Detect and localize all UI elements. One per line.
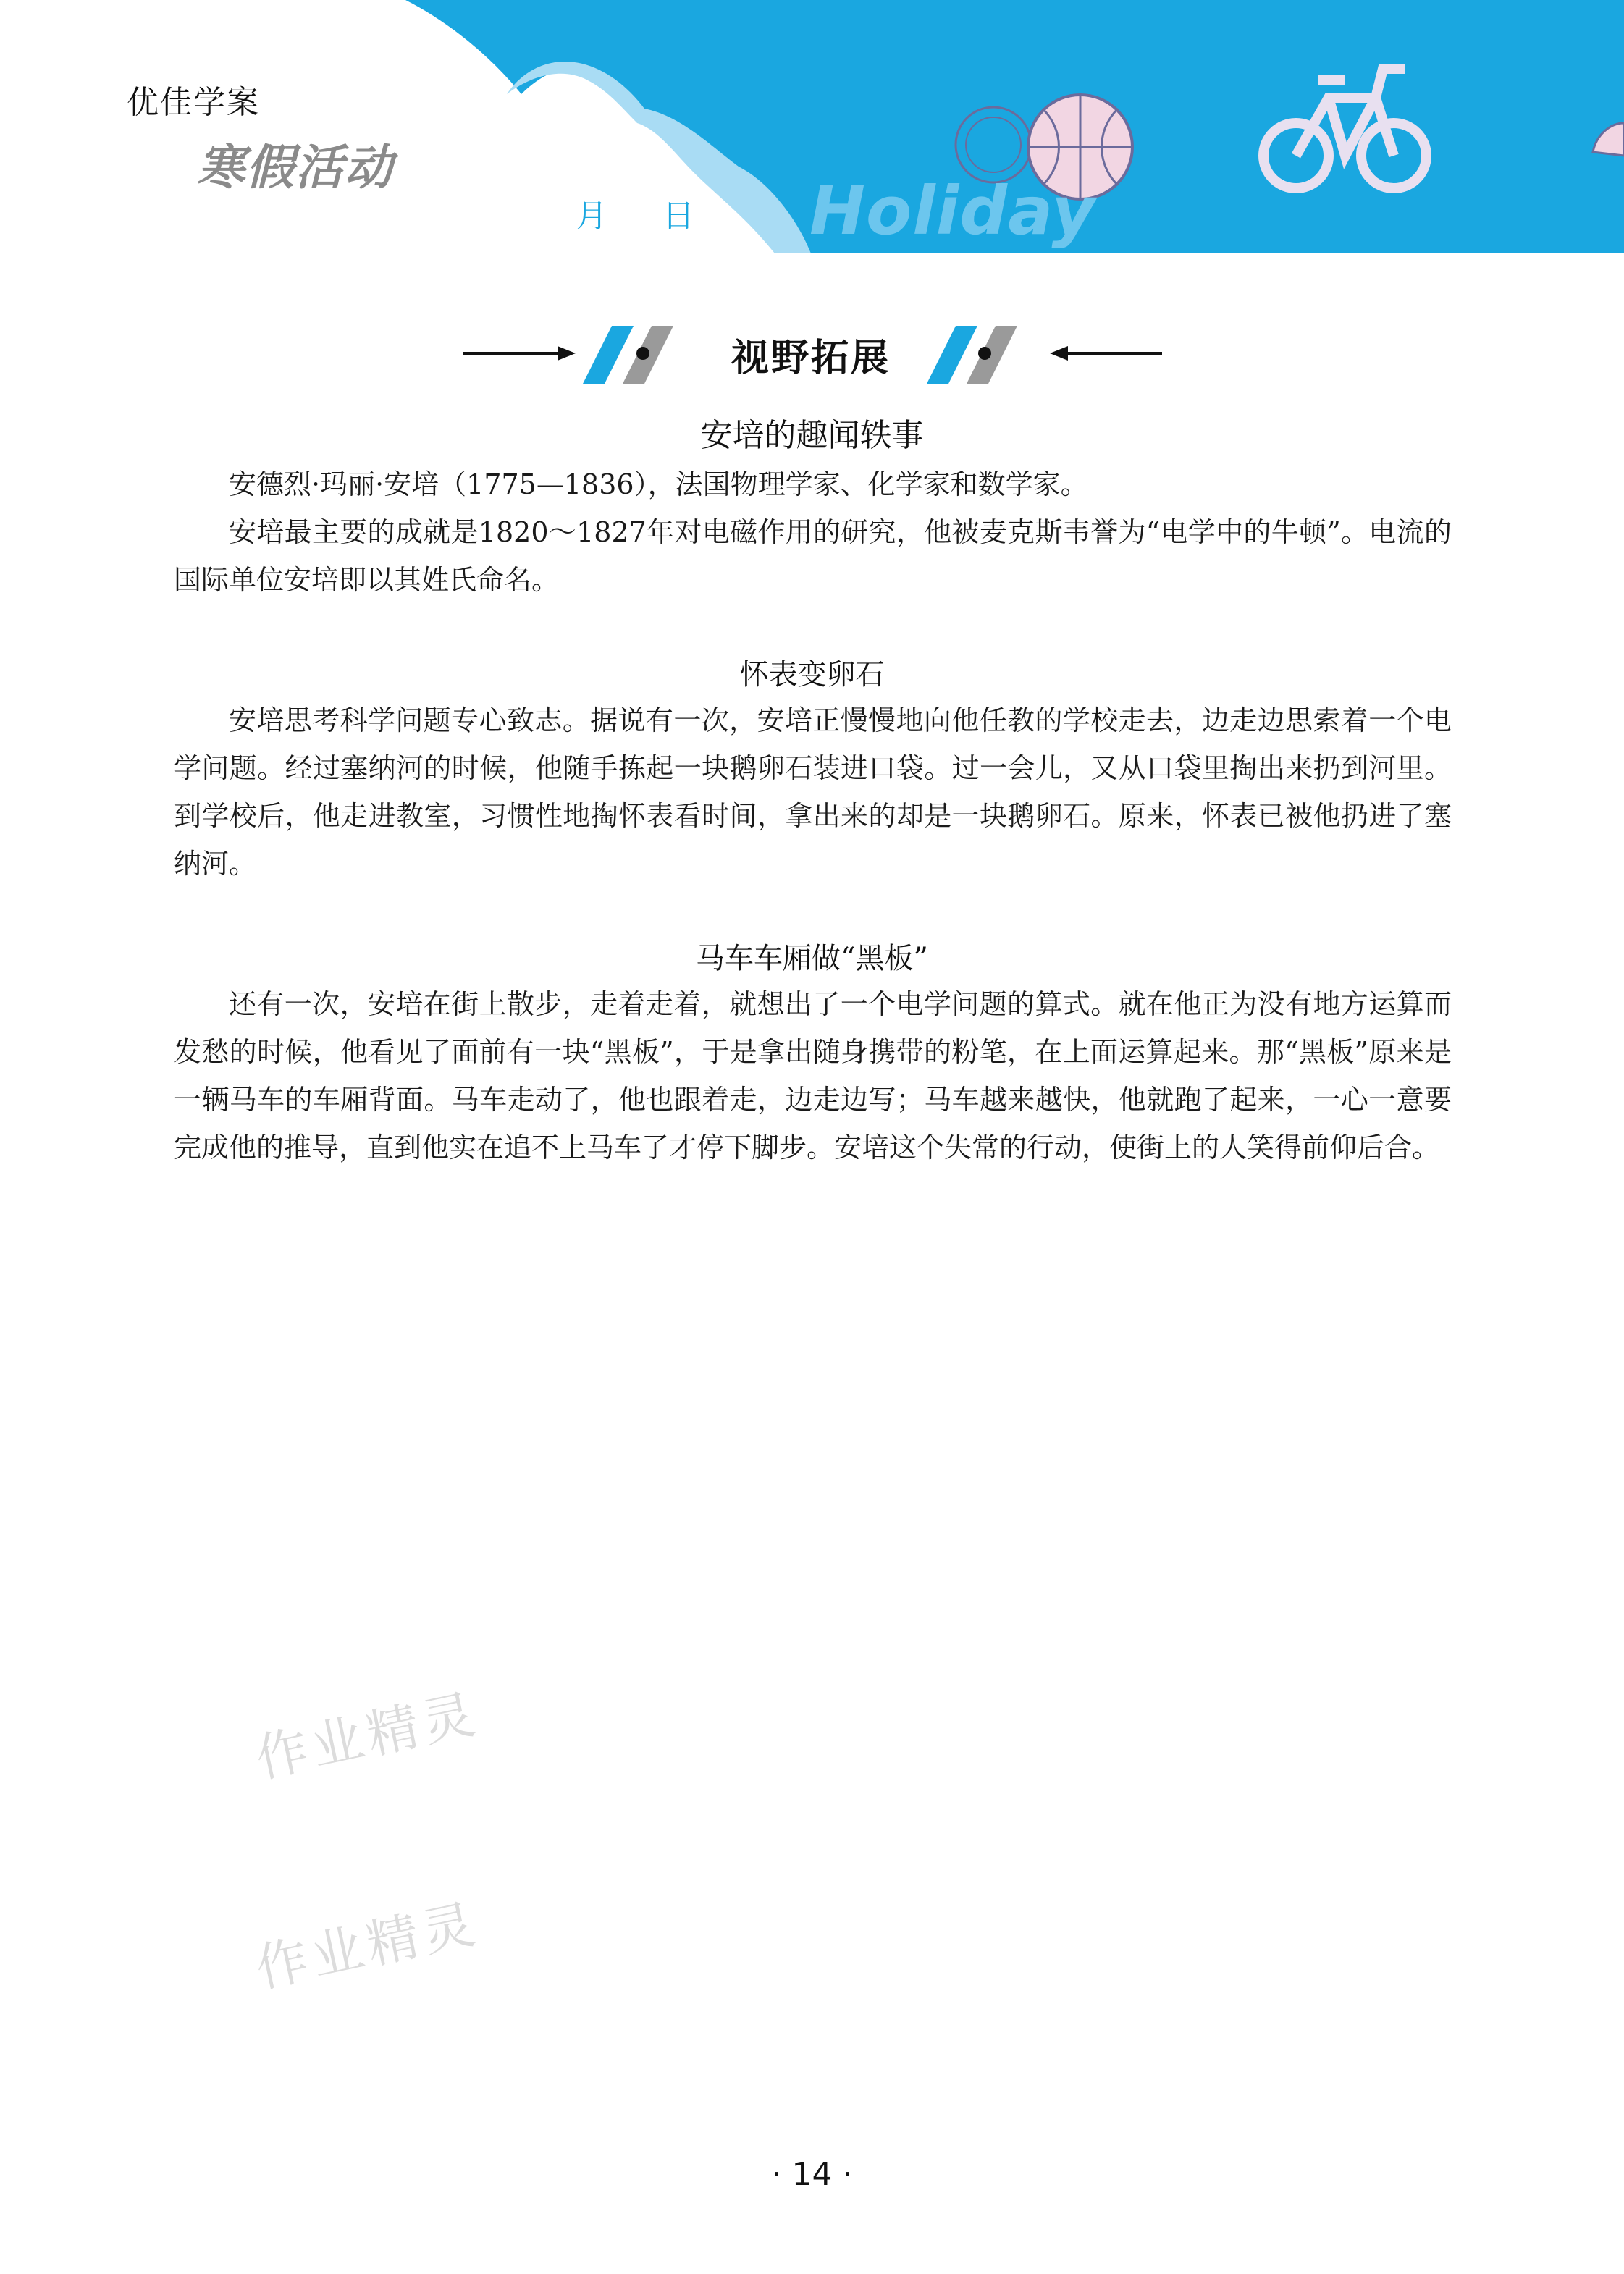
intro-paragraph: 安德烈·玛丽·安培（1775—1836），法国物理学家、化学家和数学家。 — [229, 468, 1088, 500]
story-title: 怀表变卵石 — [739, 658, 885, 691]
holiday-word: Holiday — [809, 172, 1096, 250]
left-slash-icon — [583, 326, 673, 384]
right-arrow-icon — [1050, 346, 1162, 361]
page-number: · 14 · — [771, 2156, 853, 2193]
story-paragraph: 安培思考科学问题专心致志。据说有一次，安培正慢慢地向他任教的学校走去，边走边思索着一个电学问题。经过塞纳河的时候，他随手拣起一块鹅卵石装进口袋。过一会儿，又从口袋里掏出来扔到河里。到学校后，他走进教室，习惯性地掏怀表看时间，拿出来的却是一块鹅卵石。原来，怀表已被他扔进了塞纳河。 — [174, 704, 1452, 880]
page-header — [0, 0, 1624, 253]
day-label: 日 — [662, 198, 694, 235]
left-arrow-icon — [463, 346, 576, 361]
story-title: 马车车厢做“黑板” — [696, 942, 928, 975]
brand-name: 优佳学案 — [127, 84, 260, 121]
section-title: 视野拓展 — [731, 337, 891, 380]
story-paragraph: 还有一次，安培在街上散步，走着走着，就想出了一个电学问题的算式。就在他正为没有地方运算而发愁的时候，他看见了面前有一块“黑板”，于是拿出随身携带的粉笔，在上面运算起来。那“黑板”原来是一辆马车的车厢背面。马车走动了，他也跟着走，边走边写；马车越来越快，他就跑了起来，一心一意要完成他的推导，直到他实在追不上马车了才停下脚步。安培这个失常的行动，使街上的人笑得前仰后合。 — [174, 988, 1452, 1163]
month-label: 月 — [576, 198, 607, 235]
activity-title: 寒假活动 — [197, 140, 394, 195]
achievement-paragraph: 安培最主要的成就是1820～1827年对电磁作用的研究，他被麦克斯韦誉为“电学中的牛顿”。电流的国际单位安培即以其姓氏命名。 — [174, 516, 1452, 596]
watermark: 作业精灵 — [250, 1892, 484, 2000]
article-title: 安培的趣闻轶事 — [700, 417, 924, 454]
watermark: 作业精灵 — [250, 1683, 484, 1790]
right-slash-icon — [927, 326, 1017, 384]
